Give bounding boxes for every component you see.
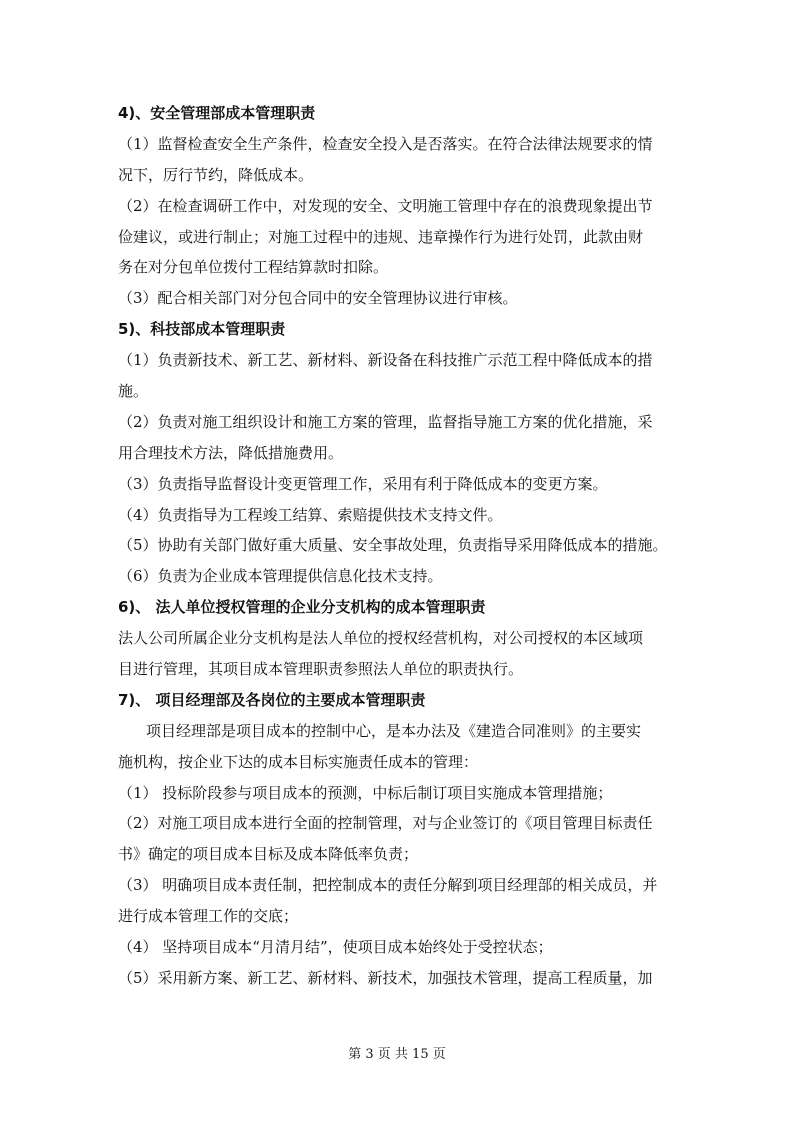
- paragraph-line: （2）对施工项目成本进行全面的控制管理，对与企业签订的《项目管理目标责任: [118, 814, 653, 833]
- section-heading: 5)、科技部成本管理职责: [118, 320, 286, 339]
- paragraph-line: 务在对分包单位拨付工程结算款时扣除。: [118, 258, 389, 277]
- paragraph-line: （2）负责对施工组织设计和施工方案的管理，监督指导施工方案的优化措施，采: [118, 412, 653, 431]
- paragraph-line: 书》确定的项目成本目标及成本降低率负责；: [118, 845, 419, 864]
- document-body: [118, 98, 690, 994]
- paragraph-line: （3）负责指导监督设计变更管理工作，采用有利于降低成本的变更方案。: [118, 474, 608, 493]
- paragraph-line: 进行成本管理工作的交底；: [118, 907, 299, 926]
- paragraph-line: （1） 投标阶段参与项目成本的预测，中标后制订项目实施成本管理措施；: [118, 783, 613, 802]
- page-footer: 第 3 页 共 15 页: [348, 1047, 446, 1062]
- paragraph-line: （1）监督检查安全生产条件，检查安全投入是否落实。在符合法律法规要求的情: [118, 134, 653, 153]
- paragraph-line: （3） 明确项目成本责任制，把控制成本的责任分解到项目经理部的相关成员，并: [118, 876, 658, 895]
- paragraph-line: （4）负责指导为工程竣工结算、索赔提供技术支持文件。: [118, 505, 503, 524]
- section-heading: 4)、安全管理部成本管理职责: [118, 104, 316, 122]
- paragraph-line: 施。: [118, 382, 149, 401]
- paragraph-line: （5）采用新方案、新工艺、新材料、新技术，加强技术管理，提高工程质量，加: [118, 968, 653, 987]
- paragraph-line: （1）负责新技术、新工艺、新材料、新设备在科技推广示范工程中降低成本的措: [118, 351, 653, 370]
- section-heading: 6)、 法人单位授权管理的企业分支机构的成本管理职责: [118, 598, 486, 617]
- paragraph-line: 施机构，按企业下达的成本目标实施责任成本的管理：: [118, 752, 479, 771]
- paragraph-line: 项目经理部是项目成本的控制中心，是本办法及《建造合同准则》的主要实: [146, 721, 642, 740]
- paragraph-line: 法人公司所属企业分支机构是法人单位的授权经营机构，对公司授权的本区域项: [118, 629, 644, 648]
- section-heading: 7)、 项目经理部及各岗位的主要成本管理职责: [118, 690, 426, 709]
- paragraph-line: （5）协助有关部门做好重大质量、安全事故处理，负责指导采用降低成本的措施。: [118, 536, 668, 555]
- paragraph-line: （6）负责为企业成本管理提供信息化技术支持。: [118, 567, 443, 586]
- paragraph-line: 况下，厉行节约，降低成本。: [118, 165, 314, 184]
- paragraph-line: 用合理技术方法，降低措施费用。: [118, 443, 344, 462]
- paragraph-line: 俭建议，或进行制止；对施工过程中的违规、违章操作行为进行处罚，此款由财: [118, 227, 644, 246]
- paragraph-line: 目进行管理，其项目成本管理职责参照法人单位的职责执行。: [118, 660, 524, 679]
- paragraph-line: （4） 坚持项目成本“月清月结”，使项目成本始终处于受控状态；: [118, 938, 553, 957]
- paragraph-line: （2）在检查调研工作中，对发现的安全、文明施工管理中存在的浪费现象提出节: [118, 196, 653, 215]
- paragraph-line: （3）配合相关部门对分包合同中的安全管理协议进行审核。: [118, 289, 518, 308]
